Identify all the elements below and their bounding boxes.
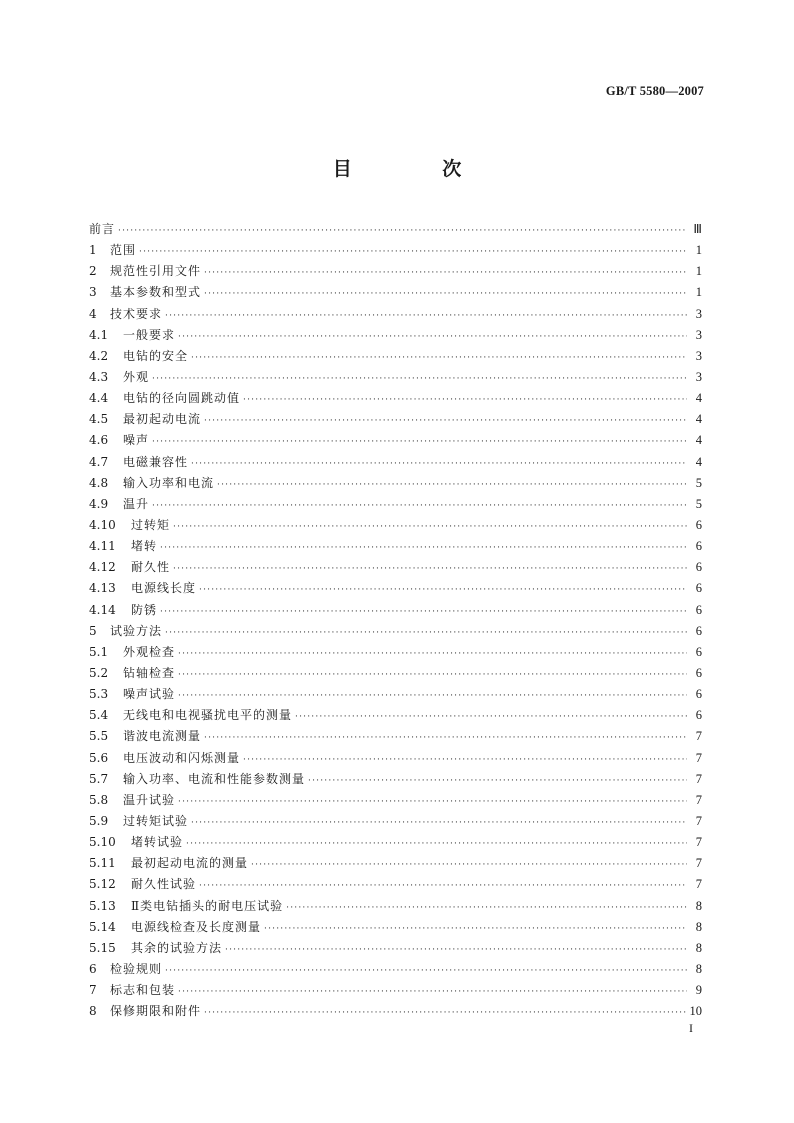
toc-entry[interactable] xyxy=(89,557,702,578)
toc-leader-dots xyxy=(204,263,687,284)
toc-leader-dots xyxy=(160,602,687,623)
toc-entry-number: 5.1 xyxy=(89,644,109,659)
toc-entry-page: 5 xyxy=(695,496,702,511)
toc-entry[interactable] xyxy=(89,663,702,684)
toc-entry-page: 7 xyxy=(695,792,702,807)
toc-entry-label: 基本参数和型式 xyxy=(110,285,202,300)
toc-entry-page: 6 xyxy=(695,602,702,617)
toc-entry-page: 8 xyxy=(695,919,702,934)
toc-entry[interactable] xyxy=(89,917,702,938)
toc-entry-label: 温升试验 xyxy=(123,792,176,807)
toc-leader-dots xyxy=(199,876,687,897)
toc-entry-page: 7 xyxy=(695,813,702,828)
toc-entry-label: 噪声 xyxy=(123,433,150,448)
toc-leader-dots xyxy=(152,369,687,390)
toc-entry-label: 堵转 xyxy=(131,539,158,554)
toc-entry-number: 5.12 xyxy=(89,877,116,892)
toc-leader-dots xyxy=(191,454,687,475)
toc-entry-number: 4 xyxy=(89,306,97,321)
toc-leader-dots xyxy=(165,961,687,982)
toc-entry-label: 温升 xyxy=(123,496,150,511)
toc-entry-label: 耐久性试验 xyxy=(131,877,197,892)
toc-entry[interactable] xyxy=(89,1001,702,1022)
toc-entry-page: 3 xyxy=(695,306,702,321)
toc-entry-page: 7 xyxy=(695,877,702,892)
toc-entry[interactable] xyxy=(89,896,702,917)
toc-entry-label: 技术要求 xyxy=(110,306,163,321)
toc-entry-label: 电源线长度 xyxy=(131,581,197,596)
toc-entry-label: 无线电和电视骚扰电平的测量 xyxy=(123,708,293,723)
toc-entry-number: 5.6 xyxy=(89,750,109,765)
toc-leader-dots xyxy=(199,580,687,601)
toc-entry-page: 10 xyxy=(689,1004,702,1019)
toc-entry-number: 1 xyxy=(89,243,97,258)
toc-entry-number: 4.1 xyxy=(89,327,109,342)
toc-entry-page: 6 xyxy=(695,644,702,659)
toc-entry[interactable] xyxy=(89,219,702,240)
toc-entry-page: 1 xyxy=(695,285,702,300)
toc-entry-page: 4 xyxy=(695,433,702,448)
toc-entry-page: Ⅲ xyxy=(693,222,702,236)
toc-entry[interactable] xyxy=(89,367,702,388)
toc-entry-label: 电钻的安全 xyxy=(123,348,189,363)
toc-entry-number: 3 xyxy=(89,285,97,300)
toc-entry-page: 7 xyxy=(695,856,702,871)
toc-entry-page: 5 xyxy=(695,475,702,490)
toc-leader-dots xyxy=(191,813,687,834)
toc-entry-number: 2 xyxy=(89,264,97,279)
toc-entry-label: 标志和包装 xyxy=(110,983,176,998)
toc-leader-dots xyxy=(286,898,687,919)
toc-entry-label: 试验方法 xyxy=(110,623,163,638)
toc-entry[interactable] xyxy=(89,874,702,895)
toc-entry-page: 1 xyxy=(695,243,702,258)
toc-entry[interactable] xyxy=(89,959,702,980)
toc-entry-number: 5.10 xyxy=(89,835,116,850)
toc-entry-number: 6 xyxy=(89,961,97,976)
toc-entry[interactable] xyxy=(89,452,702,473)
toc-entry-page: 4 xyxy=(695,412,702,427)
toc-entry-page: 3 xyxy=(695,369,702,384)
toc-entry-label: 最初起动电流的测量 xyxy=(131,856,249,871)
toc-entry[interactable] xyxy=(89,304,702,325)
toc-entry-label: 一般要求 xyxy=(123,327,176,342)
toc-entry-number: 5.5 xyxy=(89,729,109,744)
toc-entry-number: 8 xyxy=(89,1004,97,1019)
toc-entry-number: 5.13 xyxy=(89,898,116,913)
toc-entry-page: 4 xyxy=(695,454,702,469)
toc-entry-label: 其余的试验方法 xyxy=(131,940,223,955)
toc-leader-dots xyxy=(295,707,687,728)
toc-entry-number: 5 xyxy=(89,623,97,638)
toc-entry-page: 9 xyxy=(695,983,702,998)
toc-entry-number: 5.11 xyxy=(89,856,116,871)
toc-entry-number: 4.4 xyxy=(89,391,109,406)
toc-entry[interactable] xyxy=(89,430,702,451)
toc-entry-label: 钻轴检查 xyxy=(123,665,176,680)
toc-entry-page: 8 xyxy=(695,898,702,913)
toc-entry-number: 5.4 xyxy=(89,708,109,723)
toc-entry[interactable] xyxy=(89,790,702,811)
toc-leader-dots xyxy=(217,475,687,496)
toc-leader-dots xyxy=(191,348,687,369)
toc-leader-dots xyxy=(173,517,687,538)
toc-entry-number: 4.8 xyxy=(89,475,109,490)
toc-entry[interactable] xyxy=(89,388,702,409)
standard-code: GB/T 5580—2007 xyxy=(605,84,704,98)
toc-entry[interactable] xyxy=(89,980,702,1001)
toc-leader-dots xyxy=(186,834,687,855)
toc-entry-number: 4.10 xyxy=(89,517,116,532)
toc-leader-dots xyxy=(204,284,687,305)
toc-entry-page: 7 xyxy=(695,835,702,850)
toc-entry-label: 保修期限和附件 xyxy=(110,1004,202,1019)
toc-entry-page: 6 xyxy=(695,665,702,680)
toc-entry[interactable] xyxy=(89,346,702,367)
toc-entry-page: 6 xyxy=(695,581,702,596)
toc-entry[interactable] xyxy=(89,938,702,959)
toc-leader-dots xyxy=(308,771,687,792)
toc-leader-dots xyxy=(173,559,687,580)
toc-leader-dots xyxy=(264,919,687,940)
toc-entry-label: 电压波动和闪烁测量 xyxy=(123,750,241,765)
toc-entry-number: 4.14 xyxy=(89,602,116,617)
toc-entry[interactable] xyxy=(89,536,702,557)
toc-entry-page: 6 xyxy=(695,687,702,702)
toc-leader-dots xyxy=(178,982,687,1003)
toc-entry[interactable] xyxy=(89,409,702,430)
toc-entry-label: 电源线检查及长度测量 xyxy=(131,919,262,934)
toc-leader-dots xyxy=(178,792,687,813)
toc-entry[interactable] xyxy=(89,769,702,790)
toc-entry-number: 4.11 xyxy=(89,539,116,554)
toc-leader-dots xyxy=(251,855,687,876)
toc-entry-label: 外观检查 xyxy=(123,644,176,659)
toc-leader-dots xyxy=(152,496,687,517)
toc-entry-label: Ⅱ类电钻插头的耐电压试验 xyxy=(131,898,284,913)
toc-entry-page: 6 xyxy=(695,539,702,554)
toc-leader-dots xyxy=(152,432,687,453)
toc-entry[interactable] xyxy=(89,621,702,642)
toc-entry-label: 防锈 xyxy=(131,602,158,617)
toc-entry-number: 5.3 xyxy=(89,687,109,702)
toc-entry-number: 5.7 xyxy=(89,771,109,786)
page-folio: I xyxy=(689,1021,693,1035)
toc-entry-label: 范围 xyxy=(110,243,137,258)
toc-entry[interactable] xyxy=(89,240,702,261)
toc-entry-page: 6 xyxy=(695,560,702,575)
toc-entry[interactable] xyxy=(89,684,702,705)
toc-entry-number: 4.3 xyxy=(89,369,109,384)
toc-entry-page: 4 xyxy=(695,391,702,406)
toc-entry[interactable] xyxy=(89,642,702,663)
toc-entry-number: 7 xyxy=(89,983,97,998)
toc-leader-dots xyxy=(204,1003,686,1024)
toc-leader-dots xyxy=(165,306,687,327)
toc-entry-number: 5.14 xyxy=(89,919,116,934)
toc-entry-label: 噪声试验 xyxy=(123,687,176,702)
toc-entry-page: 7 xyxy=(695,729,702,744)
toc-leader-dots xyxy=(178,665,687,686)
table-of-contents xyxy=(89,219,702,1022)
toc-entry-number: 5.15 xyxy=(89,940,116,955)
toc-entry-label: 最初起动电流 xyxy=(123,412,202,427)
toc-leader-dots xyxy=(165,623,687,644)
toc-leader-dots xyxy=(178,644,687,665)
toc-entry-label: 耐久性 xyxy=(131,560,171,575)
toc-leader-dots xyxy=(225,940,687,961)
toc-entry-number: 4.9 xyxy=(89,496,109,511)
toc-entry-label: 前言 xyxy=(89,222,116,236)
toc-entry[interactable] xyxy=(89,853,702,874)
toc-entry-number: 5.2 xyxy=(89,665,109,680)
toc-entry-label: 电磁兼容性 xyxy=(123,454,189,469)
toc-entry-label: 外观 xyxy=(123,369,150,384)
toc-entry[interactable] xyxy=(89,832,702,853)
toc-entry-label: 规范性引用文件 xyxy=(110,264,202,279)
toc-entry-number: 4.5 xyxy=(89,412,109,427)
toc-entry-number: 4.7 xyxy=(89,454,109,469)
toc-entry-page: 1 xyxy=(695,264,702,279)
toc-leader-dots xyxy=(118,221,687,242)
toc-leader-dots xyxy=(204,728,687,749)
toc-entry[interactable] xyxy=(89,748,702,769)
toc-leader-dots xyxy=(178,327,687,348)
toc-entry-page: 7 xyxy=(695,771,702,786)
toc-entry[interactable] xyxy=(89,578,702,599)
toc-leader-dots xyxy=(243,390,687,411)
toc-entry-page: 6 xyxy=(695,623,702,638)
toc-entry[interactable] xyxy=(89,600,702,621)
toc-entry-page: 8 xyxy=(695,961,702,976)
toc-entry-page: 8 xyxy=(695,940,702,955)
toc-entry-label: 过转矩 xyxy=(131,517,171,532)
toc-entry-number: 5.9 xyxy=(89,813,109,828)
toc-entry-label: 过转矩试验 xyxy=(123,813,189,828)
toc-entry-page: 6 xyxy=(695,708,702,723)
toc-leader-dots xyxy=(204,411,687,432)
toc-entry-label: 谐波电流测量 xyxy=(123,729,202,744)
toc-entry-number: 4.12 xyxy=(89,560,116,575)
toc-entry[interactable] xyxy=(89,515,702,536)
toc-entry-label: 输入功率和电流 xyxy=(123,475,215,490)
toc-leader-dots xyxy=(243,750,687,771)
toc-entry-page: 6 xyxy=(695,517,702,532)
toc-entry-label: 堵转试验 xyxy=(131,835,184,850)
toc-entry[interactable] xyxy=(89,261,702,282)
toc-entry[interactable] xyxy=(89,494,702,515)
toc-entry[interactable] xyxy=(89,325,702,346)
toc-entry-page: 3 xyxy=(695,348,702,363)
toc-entry[interactable] xyxy=(89,705,702,726)
toc-entry[interactable] xyxy=(89,282,702,303)
toc-leader-dots xyxy=(178,686,687,707)
toc-entry[interactable] xyxy=(89,726,702,747)
toc-leader-dots xyxy=(160,538,687,559)
toc-entry-label: 电钻的径向圆跳动值 xyxy=(123,391,241,406)
toc-entry[interactable] xyxy=(89,473,702,494)
toc-title: 目 次 xyxy=(332,158,504,180)
toc-entry-label: 输入功率、电流和性能参数测量 xyxy=(123,771,306,786)
toc-entry-number: 4.13 xyxy=(89,581,116,596)
toc-entry-number: 4.2 xyxy=(89,348,109,363)
toc-entry-page: 7 xyxy=(695,750,702,765)
toc-entry-page: 3 xyxy=(695,327,702,342)
toc-entry-number: 4.6 xyxy=(89,433,109,448)
toc-entry[interactable] xyxy=(89,811,702,832)
toc-entry-label: 检验规则 xyxy=(110,961,163,976)
toc-entry-number: 5.8 xyxy=(89,792,109,807)
toc-leader-dots xyxy=(139,242,687,263)
